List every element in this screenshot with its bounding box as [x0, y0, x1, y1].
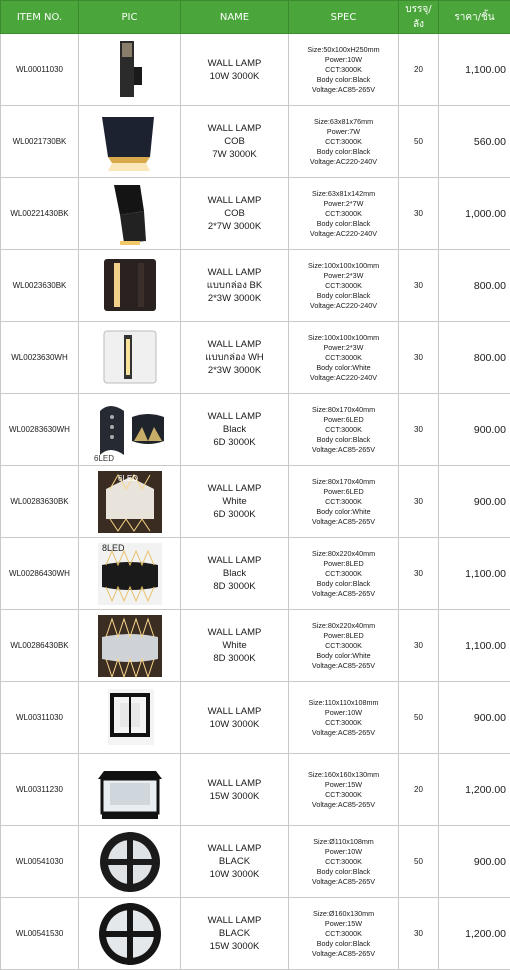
product-name-line: COB [181, 135, 288, 148]
spec-line: Body color:Black [289, 939, 398, 949]
header-spec: SPEC [289, 1, 399, 34]
spec-line: Voltage:AC85-265V [289, 949, 398, 959]
table-row [1, 898, 510, 970]
round-bulkhead-lamp-large-icon [79, 901, 180, 967]
spec-line: Size:63x81x142mm [289, 189, 398, 199]
product-name-line: 15W 3000K [181, 790, 288, 803]
item-no-cell: WL0021730BK [1, 106, 79, 178]
product-name-cell [181, 682, 289, 754]
spec-line: CCT:3000K [289, 641, 398, 651]
spec-cell [289, 898, 399, 970]
table-row [1, 106, 510, 178]
arc-lamp-black-8led-icon [79, 541, 180, 607]
spec-line: CCT:3000K [289, 497, 398, 507]
pack-qty-cell: 30 [399, 178, 439, 250]
pack-qty-cell: 30 [399, 322, 439, 394]
spec-line: Voltage:AC220-240V [289, 229, 398, 239]
product-picture-cell [79, 178, 181, 250]
box-lamp-black-icon [79, 253, 180, 319]
header-price: ราคา/ชิ้น [439, 1, 510, 34]
item-no-cell: WL00283630BK [1, 466, 79, 538]
item-no-cell: WL00311030 [1, 682, 79, 754]
unit-price-cell: 900.00 [439, 466, 510, 538]
spec-cell [289, 34, 399, 106]
pack-qty-cell: 30 [399, 466, 439, 538]
spec-line: Power:8LED [289, 559, 398, 569]
spec-cell [289, 538, 399, 610]
table-row [1, 610, 510, 682]
spec-line: Body color:Black [289, 219, 398, 229]
product-name-line: 6D 3000K [181, 436, 288, 449]
spec-line: Power:8LED [289, 631, 398, 641]
spec-line: Power:10W [289, 55, 398, 65]
spec-line: Power:6LED [289, 487, 398, 497]
product-name-line: WALL LAMP [181, 777, 288, 790]
product-name-cell [181, 178, 289, 250]
product-name-line: WALL LAMP [181, 266, 288, 279]
product-name-line: WALL LAMP [181, 122, 288, 135]
unit-price-cell: 800.00 [439, 250, 510, 322]
table-row [1, 682, 510, 754]
product-picture-cell [79, 34, 181, 106]
product-picture-cell [79, 466, 181, 538]
product-name-cell [181, 250, 289, 322]
product-name-line: 2*3W 3000K [181, 292, 288, 305]
spec-line: Power:2*3W [289, 271, 398, 281]
product-picture-cell [79, 538, 181, 610]
spec-line: Voltage:AC220-240V [289, 157, 398, 167]
unit-price-cell: 900.00 [439, 394, 510, 466]
svg-text:8LED: 8LED [102, 543, 125, 553]
svg-text:6LED: 6LED [118, 474, 138, 483]
spec-cell [289, 826, 399, 898]
product-name-cell [181, 826, 289, 898]
product-name-line: COB [181, 207, 288, 220]
spec-line: Body color:Black [289, 75, 398, 85]
spec-line: Voltage:AC85-265V [289, 85, 398, 95]
spec-line: Voltage:AC85-265V [289, 445, 398, 455]
spec-line: Voltage:AC220-240V [289, 373, 398, 383]
spec-line: Size:100x100x100mm [289, 261, 398, 271]
unit-price-cell: 1,100.00 [439, 538, 510, 610]
item-no-cell: WL0023630BK [1, 250, 79, 322]
pack-qty-cell: 30 [399, 610, 439, 682]
spec-line: Body color:Black [289, 147, 398, 157]
spec-line: Voltage:AC220-240V [289, 301, 398, 311]
spec-line: Voltage:AC85-265V [289, 728, 398, 738]
unit-price-cell: 900.00 [439, 826, 510, 898]
product-picture-cell [79, 826, 181, 898]
spec-line: CCT:3000K [289, 718, 398, 728]
table-row [1, 250, 510, 322]
pack-qty-cell: 30 [399, 898, 439, 970]
spec-cell [289, 394, 399, 466]
table-row [1, 826, 510, 898]
item-no-cell: WL00283630WH [1, 394, 79, 466]
table-row [1, 538, 510, 610]
spec-cell [289, 322, 399, 394]
unit-price-cell: 800.00 [439, 322, 510, 394]
product-name-cell [181, 394, 289, 466]
product-name-line: แบบกล่อง WH [181, 351, 288, 364]
product-name-line: WALL LAMP [181, 914, 288, 927]
product-name-line: BLACK [181, 855, 288, 868]
spec-line: Body color:Black [289, 867, 398, 877]
spec-line: CCT:3000K [289, 790, 398, 800]
spec-cell [289, 466, 399, 538]
spec-line: Power:6LED [289, 415, 398, 425]
pack-qty-cell: 20 [399, 754, 439, 826]
product-picture-cell [79, 898, 181, 970]
round-bulkhead-lamp-icon [79, 829, 180, 895]
product-name-line: WALL LAMP [181, 554, 288, 567]
arc-lamp-white-6led-icon [79, 469, 180, 535]
product-name-line: WALL LAMP [181, 626, 288, 639]
product-name-cell [181, 898, 289, 970]
spec-line: Size:80x220x40mm [289, 621, 398, 631]
header-pic: PIC [79, 1, 181, 34]
spec-line: Size:80x170x40mm [289, 477, 398, 487]
item-no-cell: WL00011030 [1, 34, 79, 106]
spec-line: Body color:White [289, 363, 398, 373]
table-row [1, 466, 510, 538]
spec-line: Voltage:AC85-265V [289, 877, 398, 887]
product-name-line: Black [181, 567, 288, 580]
product-name-line: BLACK [181, 927, 288, 940]
product-name-line: WALL LAMP [181, 57, 288, 70]
header-qty: บรรจุ/ลัง [399, 1, 439, 34]
tall-column-lamp-icon [79, 37, 180, 103]
pack-qty-cell: 50 [399, 682, 439, 754]
product-picture-cell [79, 610, 181, 682]
spec-cell [289, 250, 399, 322]
item-no-cell: WL00311230 [1, 754, 79, 826]
product-name-line: 6D 3000K [181, 508, 288, 521]
product-name-line: 10W 3000K [181, 868, 288, 881]
spec-line: Body color:Black [289, 291, 398, 301]
product-name-line: WALL LAMP [181, 194, 288, 207]
product-name-line: WALL LAMP [181, 410, 288, 423]
spec-line: CCT:3000K [289, 353, 398, 363]
spec-line: Power:2*7W [289, 199, 398, 209]
double-cob-lamp-icon [79, 181, 180, 247]
product-name-line: WALL LAMP [181, 482, 288, 495]
product-name-cell [181, 322, 289, 394]
pack-qty-cell: 50 [399, 826, 439, 898]
spec-line: Size:160x160x130mm [289, 770, 398, 780]
product-name-line: แบบกล่อง BK [181, 279, 288, 292]
spec-line: Voltage:AC85-265V [289, 517, 398, 527]
table-row [1, 394, 510, 466]
spec-line: CCT:3000K [289, 281, 398, 291]
table-row [1, 754, 510, 826]
pack-qty-cell: 30 [399, 538, 439, 610]
unit-price-cell: 1,200.00 [439, 898, 510, 970]
product-picture-cell [79, 682, 181, 754]
header-name: NAME [181, 1, 289, 34]
lantern-lamp-icon [79, 757, 180, 823]
pack-qty-cell: 30 [399, 250, 439, 322]
spec-line: Size:Ø160x130mm [289, 909, 398, 919]
product-name-line: 2*7W 3000K [181, 220, 288, 233]
spec-line: Power:15W [289, 780, 398, 790]
unit-price-cell: 1,100.00 [439, 610, 510, 682]
spec-line: Size:50x100xH250mm [289, 45, 398, 55]
header-item-no: ITEM NO. [1, 1, 79, 34]
table-row [1, 34, 510, 106]
spec-line: Power:7W [289, 127, 398, 137]
spec-line: CCT:3000K [289, 425, 398, 435]
spec-line: Size:Ø110x108mm [289, 837, 398, 847]
product-name-cell [181, 610, 289, 682]
product-picture-cell [79, 106, 181, 178]
angled-cob-lamp-icon [79, 109, 180, 175]
spec-line: Power:15W [289, 919, 398, 929]
spec-line: CCT:3000K [289, 857, 398, 867]
product-name-cell [181, 106, 289, 178]
product-picture-cell [79, 394, 181, 466]
spec-line: Power:10W [289, 847, 398, 857]
product-name-line: 10W 3000K [181, 70, 288, 83]
spec-cell [289, 682, 399, 754]
arc-lamp-white-8led-icon [79, 613, 180, 679]
product-name-line: 8D 3000K [181, 652, 288, 665]
product-name-cell [181, 754, 289, 826]
svg-text:6LED: 6LED [94, 454, 114, 463]
item-no-cell: WL00221430BK [1, 178, 79, 250]
product-picture-cell [79, 322, 181, 394]
spec-line: Voltage:AC85-265V [289, 589, 398, 599]
spec-line: Body color:Black [289, 579, 398, 589]
header-row [1, 1, 510, 34]
spec-line: Size:63x81x76mm [289, 117, 398, 127]
spec-line: CCT:3000K [289, 569, 398, 579]
spec-cell [289, 610, 399, 682]
spec-line: Body color:White [289, 507, 398, 517]
product-name-line: 10W 3000K [181, 718, 288, 731]
product-name-line: 7W 3000K [181, 148, 288, 161]
pack-qty-cell: 20 [399, 34, 439, 106]
spec-line: Power:10W [289, 708, 398, 718]
product-name-line: White [181, 495, 288, 508]
spec-line: CCT:3000K [289, 929, 398, 939]
unit-price-cell: 1,200.00 [439, 754, 510, 826]
product-name-line: WALL LAMP [181, 842, 288, 855]
spec-line: Voltage:AC85-265V [289, 661, 398, 671]
product-name-line: Black [181, 423, 288, 436]
product-name-cell [181, 466, 289, 538]
product-name-line: WALL LAMP [181, 705, 288, 718]
spec-line: CCT:3000K [289, 65, 398, 75]
spec-line: Voltage:AC85-265V [289, 800, 398, 810]
product-name-line: 8D 3000K [181, 580, 288, 593]
arc-lamp-black-6led-icon [79, 397, 180, 463]
product-name-line: White [181, 639, 288, 652]
spec-line: Size:100x100x100mm [289, 333, 398, 343]
pack-qty-cell: 30 [399, 394, 439, 466]
spec-cell [289, 178, 399, 250]
unit-price-cell: 1,000.00 [439, 178, 510, 250]
product-picture-cell [79, 754, 181, 826]
item-no-cell: WL00541530 [1, 898, 79, 970]
item-no-cell: WL00286430WH [1, 538, 79, 610]
unit-price-cell: 900.00 [439, 682, 510, 754]
spec-line: Size:80x220x40mm [289, 549, 398, 559]
table-body [1, 34, 510, 970]
spec-line: CCT:3000K [289, 137, 398, 147]
product-name-line: WALL LAMP [181, 338, 288, 351]
unit-price-cell: 560.00 [439, 106, 510, 178]
product-picture-cell [79, 250, 181, 322]
item-no-cell: WL00541030 [1, 826, 79, 898]
table-row [1, 322, 510, 394]
spec-cell [289, 754, 399, 826]
pack-qty-cell: 50 [399, 106, 439, 178]
spec-line: Power:2*3W [289, 343, 398, 353]
spec-line: Size:80x170x40mm [289, 405, 398, 415]
product-name-cell [181, 538, 289, 610]
cube-frame-lamp-icon [79, 685, 180, 751]
unit-price-cell: 1,100.00 [439, 34, 510, 106]
product-name-cell [181, 34, 289, 106]
product-name-line: 2*3W 3000K [181, 364, 288, 377]
spec-line: Size:110x110x108mm [289, 698, 398, 708]
item-no-cell: WL00286430BK [1, 610, 79, 682]
spec-line: Body color:White [289, 651, 398, 661]
spec-line: CCT:3000K [289, 209, 398, 219]
spec-cell [289, 106, 399, 178]
box-lamp-white-icon [79, 325, 180, 391]
spec-line: Body color:Black [289, 435, 398, 445]
product-name-line: 15W 3000K [181, 940, 288, 953]
item-no-cell: WL0023630WH [1, 322, 79, 394]
table-row [1, 178, 510, 250]
